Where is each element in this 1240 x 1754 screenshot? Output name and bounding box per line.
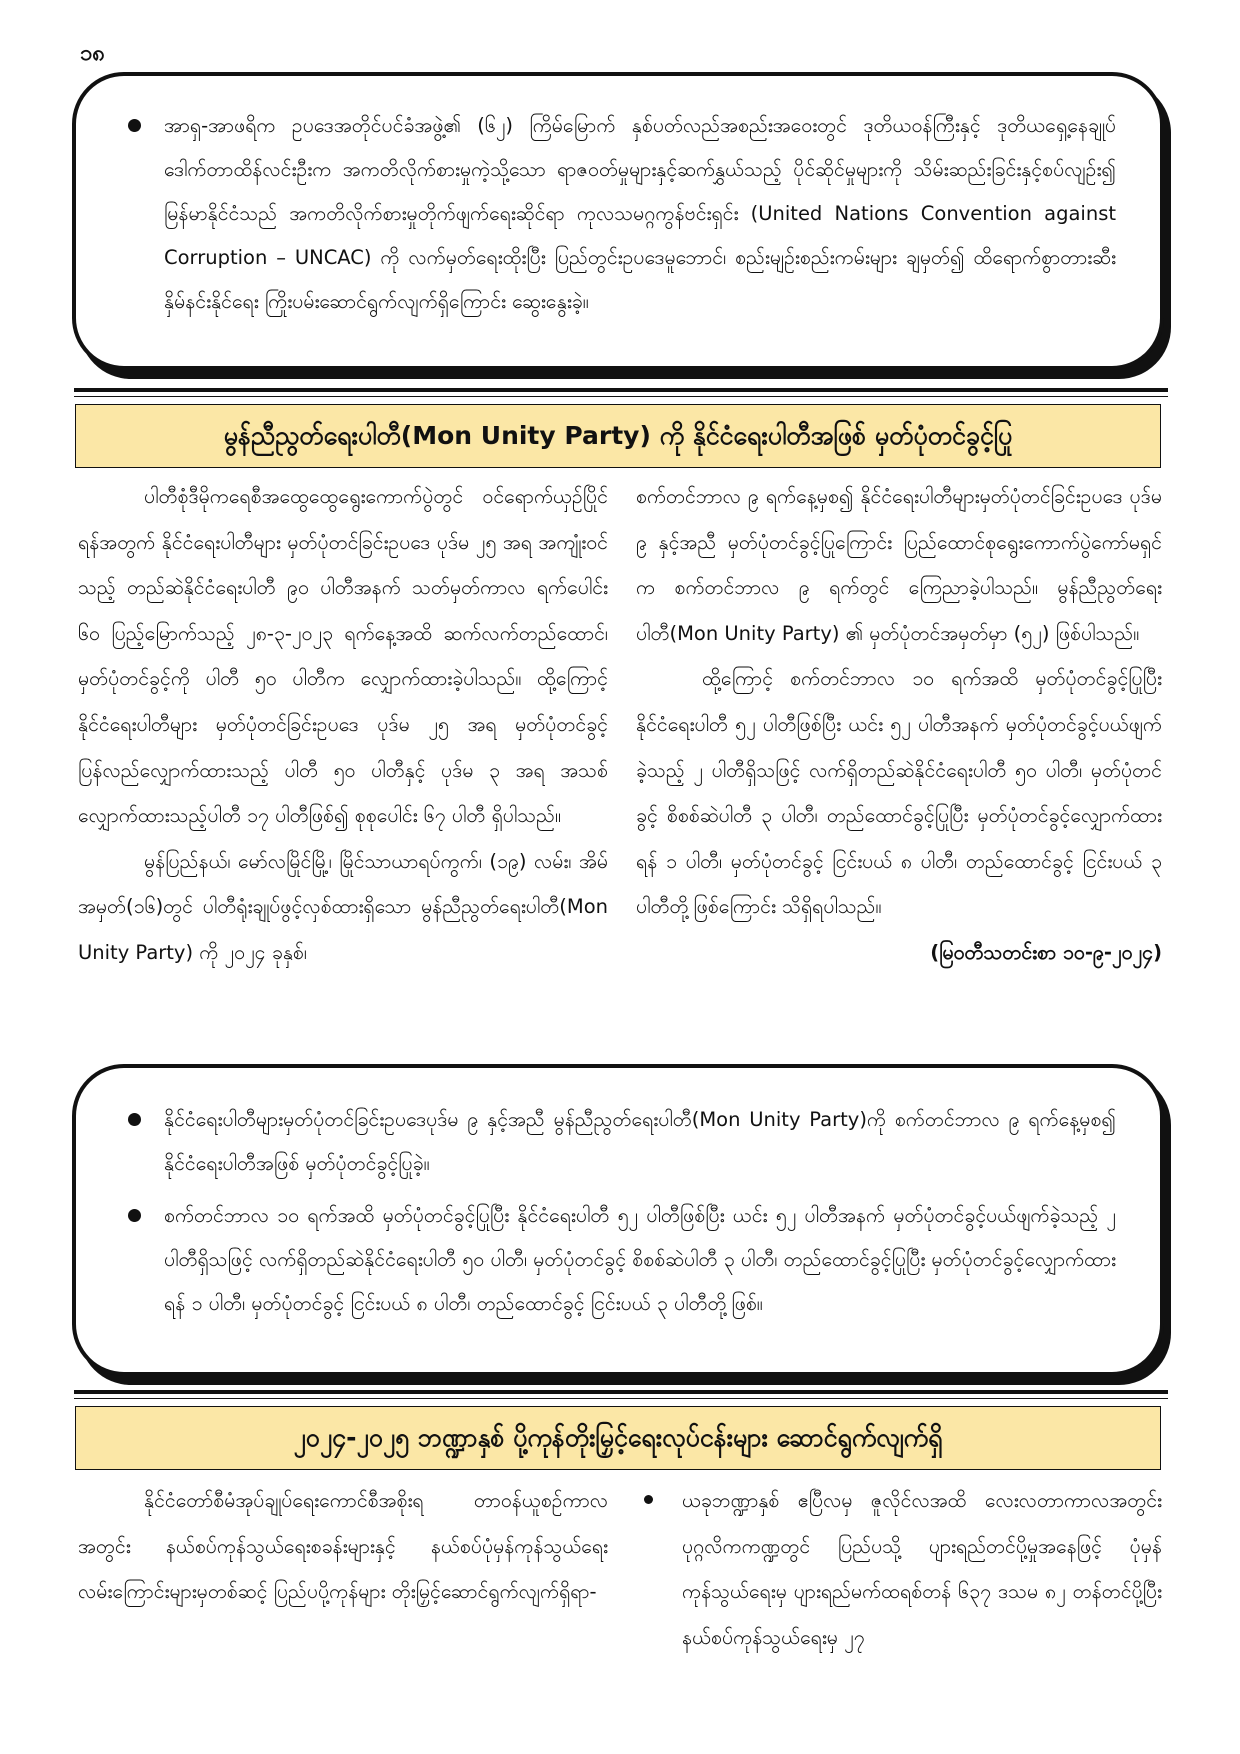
divider-rule bbox=[74, 1390, 1168, 1394]
divider-rule bbox=[74, 396, 1168, 397]
article-column-right bbox=[636, 474, 1162, 976]
summary-bullet-list bbox=[128, 1098, 1116, 1326]
article-paragraph: ထို့ကြောင့် စက်တင်ဘာလ ၁၀ ရက်အထိ မှတ်ပုံတင်ခွင့်ပြုပြီး နိုင်ငံရေးပါတီ ၅၂ ပါတီဖြစ်ပြီး ယင်း ၅၂ ပါတီအနက် မှတ်ပုံတင်ခွင့်ပယ်ဖျက်ခဲ့သည့် ၂ ပါတီရှိသဖြင့် လက်ရှိတည်ဆဲနိုင်ငံရေးပါတီ ၅၀ ပါတီ၊ မှတ်ပုံတင်ခွင့် စိစစ်ဆဲပါတီ ၃ ပါတီ၊ တည်ထောင်ခွင့်ပြုပြီး မှတ်ပုံတင်ခွင့်လျှောက်ထားရန် ၁ ပါတီ၊ မှတ်ပုံတင်ခွင့် ငြင်းပယ် ၈ ပါတီ၊ တည်ထောင်ခွင့် ငြင်းပယ် ၃ ပါတီတို့ဖြစ်ကြောင်း သိရှိရပါသည်။ bbox=[636, 667, 1162, 919]
summary-bullet bbox=[128, 1098, 1116, 1186]
bullet-dot-icon bbox=[128, 119, 141, 132]
bullet-dot-icon bbox=[128, 1209, 141, 1222]
article-paragraph: မွန်ပြည်နယ်၊ မော်လမြိုင်မြို့၊ မြိုင်သာယာရပ်ကွက်၊ (၁၉) လမ်း၊ အိမ်အမှတ်(၁၆)တွင် ပါတီရုံးချုပ်ဖွင့်လှစ်ထားရှိသော မွန်ညီညွတ်ရေးပါတီ(Mon Unity Party) ကို ၂၀၂၄ ခုနှစ်၊ bbox=[78, 849, 608, 964]
article-paragraph: စက်တင်ဘာလ ၉ ရက်နေ့မှစ၍ နိုင်ငံရေးပါတီများမှတ်ပုံတင်ခြင်းဥပဒေ ပုဒ်မ ၉ နှင့်အညီ မှတ်ပုံတင်ခွင့်ပြုကြောင်း ပြည်ထောင်စုရွေးကောက်ပွဲကော်မရှင်က စက်တင်ဘာလ ၉ ရက်တွင် ကြေညာခဲ့ပါသည်။ မွန်ညီညွတ်ရေးပါတီ(Mon Unity Party) ၏ မှတ်ပုံတင်အမှတ်မှာ (၅၂) ဖြစ်ပါသည်။ bbox=[636, 485, 1162, 645]
page-number: ၁၈ bbox=[80, 41, 105, 66]
article-source: (မြဝတီသတင်းစာ ၁၀-၉-၂၀၂၄) bbox=[930, 940, 1162, 964]
bullet-dot-icon bbox=[644, 1495, 653, 1504]
bullet-dot-icon bbox=[128, 1113, 141, 1126]
article-headline: မွန်ညီညွတ်ရေးပါတီ(Mon Unity Party) ကို နိုင်ငံရေးပါတီအဖြစ် မှတ်ပုံတင်ခွင့်ပြု bbox=[75, 404, 1161, 468]
bullet-text: နိုင်ငံရေးပါတီများမှတ်ပုံတင်ခြင်းဥပဒေပုဒ်မ ၉ နှင့်အညီ မွန်ညီညွတ်ရေးပါတီ(Mon Unity Party)ကို စက်တင်ဘာလ ၉ ရက်နေ့မှစ၍ နိုင်ငံရေးပါတီအဖြစ် မှတ်ပုံတင်ခွင့်ပြုခဲ့။ bbox=[164, 1108, 1116, 1175]
article-bullet bbox=[638, 1478, 1162, 1660]
bullet-text: အာရှ-အာဖရိက ဥပဒေအတိုင်ပင်ခံအဖွဲ့၏ (၆၂) ကြိမ်မြောက် နှစ်ပတ်လည်အစည်းအဝေးတွင် ဒုတိယဝန်ကြီးနှင့် ဒုတိယရှေ့နေချုပ် ဒေါက်တာထိန်လင်းဦးက အကတိလိုက်စားမှုကဲ့သို့သော ရာဇဝတ်မှုများနှင့်ဆက်နွှယ်သည့် ပိုင်ဆိုင်မှုများကို သိမ်းဆည်းခြင်းနှင့်စပ်လျဉ်း၍ မြန်မာနိုင်ငံသည် အကတိလိုက်စားမှုတိုက်ဖျက်ရေးဆိုင်ရာ ကုလသမဂ္ဂကွန်ဗင်းရှင်း (United Nations Convention against Corruption – UNCAC) ကို လက်မှတ်ရေးထိုးပြီး ပြည်တွင်းဥပဒေမူဘောင်၊ စည်းမျဉ်းစည်းကမ်းများ ချမှတ်၍ ထိရောက်စွာတားဆီးနှိမ်နင်းနိုင်ရေး ကြိုးပမ်းဆောင်ရွက်လျက်ရှိကြောင်း ဆွေးနွေးခဲ့။ bbox=[164, 114, 1116, 313]
summary-bullet bbox=[128, 104, 1116, 324]
divider-rule bbox=[74, 388, 1168, 392]
article-bullet-list bbox=[638, 1478, 1162, 1660]
article-column-left bbox=[78, 1478, 608, 1615]
summary-bullet-list bbox=[128, 104, 1116, 324]
summary-bullet bbox=[128, 1194, 1116, 1326]
summary-box-middle bbox=[72, 1064, 1164, 1376]
divider-rule bbox=[74, 1398, 1168, 1399]
article-paragraph: ပါတီစုံဒီမိုကရေစီအထွေထွေရွေးကောက်ပွဲတွင် ဝင်ရောက်ယှဉ်ပြိုင်ရန်အတွက် နိုင်ငံရေးပါတီများ မှတ်ပုံတင်ခြင်းဥပဒေ ပုဒ်မ ၂၅ အရ အကျုံးဝင်သည့် တည်ဆဲနိုင်ငံရေးပါတီ ၉၀ ပါတီအနက် သတ်မှတ်ကာလ ရက်ပေါင်း ၆၀ ပြည့်မြောက်သည့် ၂၈-၃-၂၀၂၃ ရက်နေ့အထိ ဆက်လက်တည်ထောင်၊ မှတ်ပုံတင်ခွင့်ကို ပါတီ ၅၀ ပါတီက လျှောက်ထားခဲ့ပါသည်။ ထို့ကြောင့် နိုင်ငံရေးပါတီများ မှတ်ပုံတင်ခြင်းဥပဒေ ပုဒ်မ ၂၅ အရ မှတ်ပုံတင်ခွင့် ပြန်လည်လျှောက်ထားသည့် ပါတီ ၅၀ ပါတီနှင့် ပုဒ်မ ၃ အရ အသစ်လျှောက်ထားသည့်ပါတီ ၁၇ ပါတီဖြစ်၍ စုစုပေါင်း ၆၇ ပါတီ ရှိပါသည်။ bbox=[78, 485, 608, 828]
bullet-text: ယခုဘဏ္ဍာနှစ် ဧပြီလမှ ဇူလိုင်လအထိ လေးလတာကာလအတွင်း ပုဂ္ဂလိကကဏ္ဍတွင် ပြည်ပသို့ ပျားရည်တင်ပို့မှုအနေဖြင့် ပုံမှန်ကုန်သွယ်ရေးမှ ပျားရည်မက်ထရစ်တန် ၆၃၇ ဒသမ ၈၂ တန်တင်ပို့ပြီး နယ်စပ်ကုန်သွယ်ရေးမှ ၂၇ bbox=[682, 1489, 1162, 1649]
article-paragraph: နိုင်ငံတော်စီမံအုပ်ချုပ်ရေးကောင်စီအစိုးရ တာဝန်ယူစဉ်ကာလအတွင်း နယ်စပ်ကုန်သွယ်ရေးစခန်းများနှင့် နယ်စပ်ပုံမှန်ကုန်သွယ်ရေးလမ်းကြောင်းများမှတစ်ဆင့် ပြည်ပပို့ကုန်များ တိုးမြှင့်ဆောင်ရွက်လျက်ရှိရာ- bbox=[78, 1489, 608, 1604]
article-headline: ၂၀၂၄-၂၀၂၅ ဘဏ္ဍာနှစ် ပို့ကုန်တိုးမြှင့်ရေးလုပ်ငန်းများ ဆောင်ရွက်လျက်ရှိ bbox=[75, 1406, 1161, 1470]
article-column-left bbox=[78, 474, 608, 976]
bullet-text: စက်တင်ဘာလ ၁၀ ရက်အထိ မှတ်ပုံတင်ခွင့်ပြုပြီး နိုင်ငံရေးပါတီ ၅၂ ပါတီဖြစ်ပြီး ယင်း ၅၂ ပါတီအနက် မှတ်ပုံတင်ခွင့်ပယ်ဖျက်ခဲ့သည့် ၂ ပါတီရှိသဖြင့် လက်ရှိတည်ဆဲနိုင်ငံရေးပါတီ ၅၀ ပါတီ၊ မှတ်ပုံတင်ခွင့် စိစစ်ဆဲပါတီ ၃ ပါတီ၊ တည်ထောင်ခွင့်ပြုပြီး မှတ်ပုံတင်ခွင့်လျှောက်ထားရန် ၁ ပါတီ၊ မှတ်ပုံတင်ခွင့် ငြင်းပယ် ၈ ပါတီ၊ တည်ထောင်ခွင့် ငြင်းပယ် ၃ ပါတီတို့ဖြစ်။ bbox=[164, 1204, 1116, 1315]
article-column-right bbox=[638, 1478, 1162, 1660]
summary-box-top bbox=[72, 72, 1164, 370]
